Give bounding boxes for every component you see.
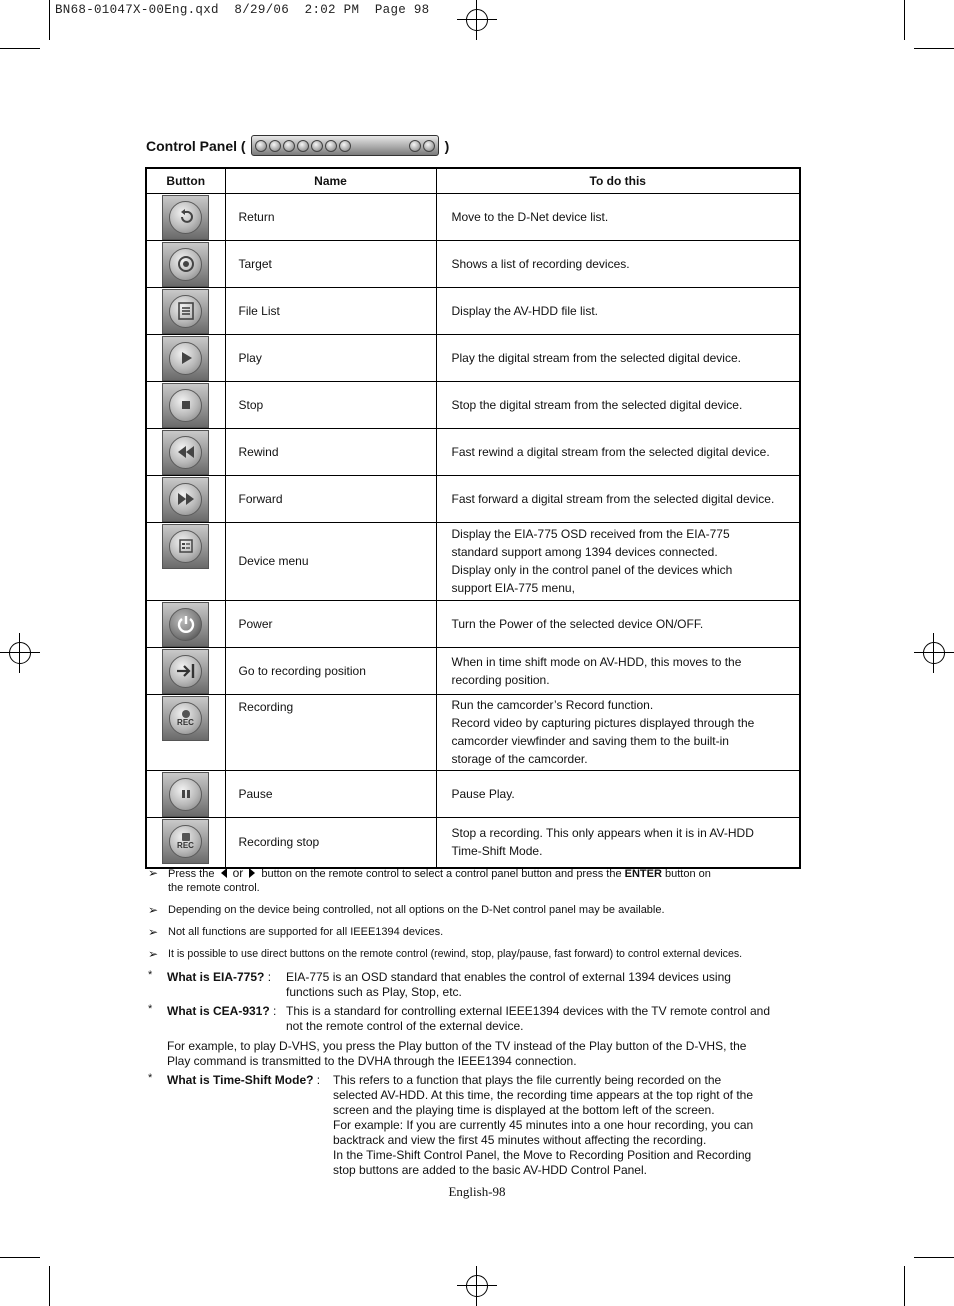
- rec-dot: [182, 710, 190, 718]
- row-name: Stop: [225, 381, 436, 428]
- crop-mark: [0, 48, 40, 49]
- table-row: [146, 647, 800, 694]
- row-action: Display the AV-HDD file list.: [436, 287, 800, 334]
- table-row: [146, 817, 800, 868]
- crop-mark: [904, 1266, 905, 1306]
- definition-term: What is EIA-775? :: [167, 970, 272, 984]
- note-text: Press the or button on the remote control to select a control panel button and press the ENTER button on the remote control.: [168, 866, 711, 894]
- rec-label: REC: [177, 840, 194, 850]
- power-icon: [423, 140, 435, 152]
- bullet-star: *: [148, 969, 153, 981]
- row-action-line: Run the camcorder’s Record function.: [451, 698, 654, 712]
- power-icon: [162, 602, 209, 647]
- row-name: Device menu: [225, 522, 436, 600]
- registration-mark: [914, 633, 954, 673]
- rec-stop-square: [182, 833, 190, 841]
- row-name: Forward: [225, 475, 436, 522]
- definition-eia-775: [148, 970, 808, 1000]
- note-text: It is possible to use direct buttons on the remote control (rewind, stop, play/pause, fast forward) to control external devices.: [168, 948, 743, 960]
- note: [148, 903, 808, 917]
- registration-mark: [457, 1266, 497, 1306]
- table-row: [146, 193, 800, 240]
- row-action: Fast rewind a digital stream from the selected digital device.: [436, 428, 800, 475]
- row-action: [436, 522, 800, 600]
- row-action-line: Time-Shift Mode.: [451, 844, 543, 859]
- table-row: [146, 522, 800, 600]
- table-row: [146, 694, 800, 770]
- table-row: [146, 475, 800, 522]
- forward-icon: [162, 477, 209, 522]
- row-action-line: camcorder viewfinder and saving them to the built-in: [451, 734, 729, 748]
- rewind-icon: [325, 140, 337, 152]
- crop-mark: [0, 1257, 40, 1258]
- row-action-line: support EIA-775 menu,: [451, 581, 575, 595]
- row-action: Fast forward a digital stream from the selected digital device.: [436, 475, 800, 522]
- row-action: Shows a list of recording devices.: [436, 240, 800, 287]
- crop-mark: [914, 48, 954, 49]
- registration-mark: [457, 0, 497, 40]
- note-arrow-icon: ➢: [148, 947, 159, 961]
- table-row: [146, 287, 800, 334]
- registration-mark: [0, 633, 40, 673]
- notes: [148, 866, 808, 969]
- device-menu-icon: [162, 524, 209, 569]
- crop-mark: [914, 1257, 954, 1258]
- definitions: [148, 970, 808, 1178]
- file-list-icon: [283, 140, 295, 152]
- table-row: [146, 381, 800, 428]
- definition-body: EIA-775 is an OSD standard that enables the control of external 1394 devices using functions such as Play, Stop, etc.: [286, 970, 731, 999]
- row-action-line: Display the EIA-775 OSD received from the EIA-775: [451, 527, 730, 541]
- control-panel-heading: [146, 135, 449, 156]
- row-name: Play: [225, 334, 436, 381]
- row-action: Play the digital stream from the selected digital device.: [436, 334, 800, 381]
- table-row: [146, 240, 800, 287]
- control-panel-bar-image: [251, 135, 439, 156]
- recording-icon: [162, 696, 209, 741]
- crop-mark: [49, 1266, 50, 1306]
- col-header-action: To do this: [436, 168, 800, 193]
- target-icon: [162, 242, 209, 287]
- table-row: [146, 770, 800, 817]
- row-action-line: standard support among 1394 devices connected.: [451, 545, 718, 559]
- table-row: [146, 428, 800, 475]
- target-icon: [269, 140, 281, 152]
- left-arrow-icon: [221, 868, 227, 878]
- stop-icon: [311, 140, 323, 152]
- table-row: [146, 600, 800, 647]
- row-action: Move to the D-Net device list.: [436, 193, 800, 240]
- row-action-line: When in time shift mode on AV-HDD, this moves to the: [451, 654, 742, 669]
- note-arrow-icon: ➢: [148, 866, 159, 880]
- note: [148, 866, 808, 895]
- file-list-icon: [162, 289, 209, 334]
- row-name: Rewind: [225, 428, 436, 475]
- pause-icon: [162, 772, 209, 817]
- row-action-line: storage of the camcorder.: [451, 752, 588, 766]
- device-menu-icon: [409, 140, 421, 152]
- note-arrow-icon: ➢: [148, 925, 159, 939]
- row-name: Recording stop: [225, 817, 436, 868]
- row-action: [436, 647, 800, 694]
- go-to-recording-icon: [162, 649, 209, 694]
- row-name: Power: [225, 600, 436, 647]
- page-number: English-98: [448, 1184, 506, 1199]
- row-name: File List: [225, 287, 436, 334]
- heading-close: ): [444, 137, 450, 154]
- forward-icon: [339, 140, 351, 152]
- note: [148, 947, 808, 961]
- table-header-row: [146, 168, 800, 193]
- col-header-name: Name: [225, 168, 436, 193]
- row-action: Pause Play.: [436, 770, 800, 817]
- row-name: Go to recording position: [225, 647, 436, 694]
- crop-mark: [904, 0, 905, 40]
- heading-label: Control Panel (: [146, 137, 246, 154]
- definition-body: This refers to a function that plays the file currently being recorded on the selected AV-HDD. At this time, the recording time appears at the top right of the screen and the playing time is displayed at the bottom left of the screen. For example: If you are currently 45 minutes into a one hour recording, you can backtrack and view the first 45 minutes without affecting the recording. In the Time-Shift Control Panel, the Move to Recording Position and Recording stop buttons are added to the basic AV-HDD Control Panel.: [333, 1073, 754, 1177]
- note-arrow-icon: ➢: [148, 903, 159, 917]
- rewind-icon: [162, 430, 209, 475]
- note-text: Not all functions are supported for all IEEE1394 devices.: [168, 926, 444, 938]
- row-action: [436, 817, 800, 868]
- row-action: Stop the digital stream from the selected digital device.: [436, 381, 800, 428]
- print-slug: BN68-01047X-00Eng.qxd 8/29/06 2:02 PM Page 98: [55, 3, 430, 17]
- definition-time-shift: [148, 1073, 808, 1178]
- return-icon: [162, 195, 209, 240]
- row-name: Pause: [225, 770, 436, 817]
- row-action: [436, 694, 800, 770]
- col-header-button: Button: [146, 168, 225, 193]
- right-arrow-icon: [249, 868, 255, 878]
- row-name: Recording: [225, 694, 436, 770]
- row-name: Target: [225, 240, 436, 287]
- recording-stop-icon: [162, 819, 209, 864]
- control-panel-table: [145, 167, 801, 869]
- definition-body: This is a standard for controlling external IEEE1394 devices with the TV remote control and not the remote control of the external device.: [286, 1004, 771, 1033]
- definition-cea-931: [148, 1004, 808, 1034]
- play-icon: [162, 336, 209, 381]
- rec-label: REC: [177, 717, 194, 727]
- bullet-star: *: [148, 1072, 153, 1084]
- row-action-line: Record video by capturing pictures displayed through the: [451, 716, 755, 730]
- stop-icon: [162, 383, 209, 428]
- row-action-line: Stop a recording. This only appears when it is in AV-HDD: [451, 826, 754, 841]
- row-action-line: Display only in the control panel of the devices which: [451, 563, 733, 577]
- note: [148, 925, 808, 939]
- definition-term: What is Time-Shift Mode? :: [167, 1073, 321, 1087]
- definition-example: For example, to play D-VHS, you press the Play button of the TV instead of the Play button of the D-VHS, the Play command is transmitted to the DVHA through the IEEE1394 connection.: [167, 1039, 747, 1068]
- play-icon: [297, 140, 309, 152]
- table-row: [146, 334, 800, 381]
- row-action-line: recording position.: [451, 672, 550, 687]
- row-action: Turn the Power of the selected device ON/OFF.: [436, 600, 800, 647]
- row-name: Return: [225, 193, 436, 240]
- bullet-star: *: [148, 1003, 153, 1015]
- note-text: Depending on the device being controlled, not all options on the D-Net control panel may be available.: [168, 904, 665, 916]
- definition-term: What is CEA-931? :: [167, 1004, 277, 1018]
- return-icon: [255, 140, 267, 152]
- crop-mark: [49, 0, 50, 40]
